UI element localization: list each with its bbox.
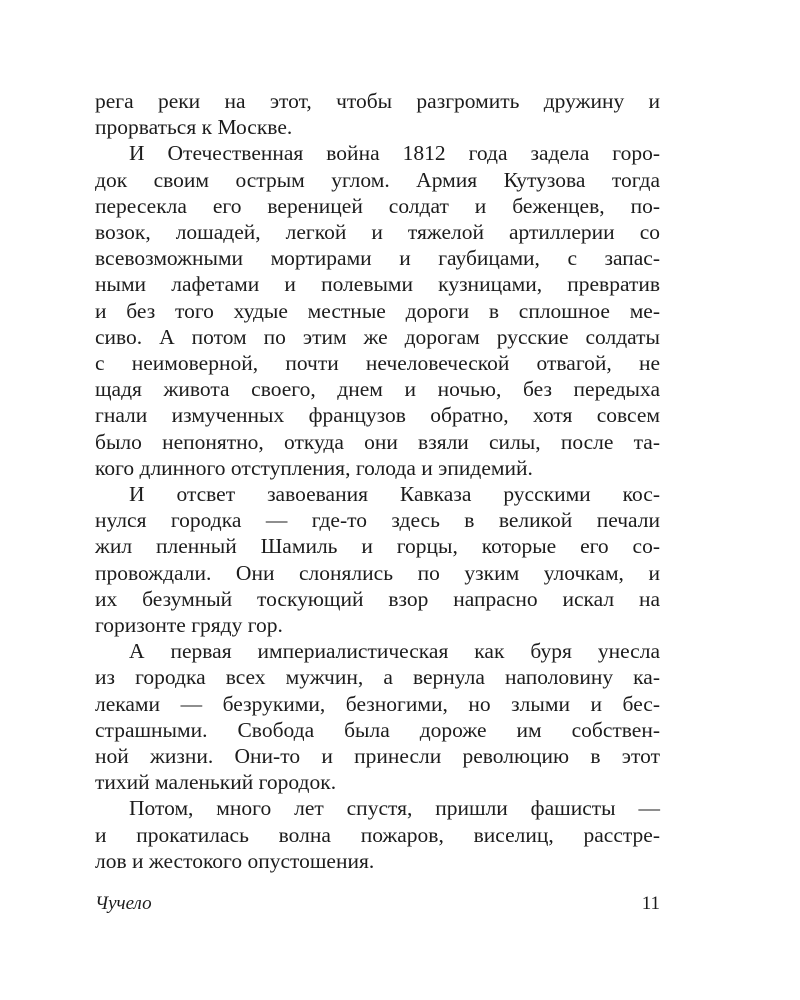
text-line: их безумный тоскующий взор напрасно искал на: [95, 586, 660, 611]
text-line: ной жизни. Они-то и принесли революцию в этот: [95, 744, 660, 769]
text-line: прорваться к Москве.: [95, 115, 293, 140]
text-line: леками — безрукими, безногими, но злыми и бес-: [95, 691, 660, 716]
text-line: было непонятно, откуда они взяли силы, после та-: [95, 429, 660, 454]
text-line: горизонте гряду гор.: [95, 613, 283, 638]
text-line: возок, лошадей, легкой и тяжелой артиллерии со: [95, 220, 660, 245]
text-line: с неимоверной, почти нечеловеческой отвагой, не: [95, 351, 660, 376]
text-line: нулся городка — где-то здесь в великой печали: [95, 508, 660, 533]
text-line: жил пленный Шамиль и горцы, которые его со-: [95, 534, 660, 559]
paragraph-first-line: И отсвет завоевания Кавказа русскими кос-: [129, 482, 660, 507]
body-text: [95, 88, 660, 874]
text-line: лов и жестокого опустошения.: [95, 848, 375, 873]
text-line: щадя живота своего, днем и ночью, без передыха: [95, 377, 660, 402]
text-line: и прокатилась волна пожаров, виселиц, расстре-: [95, 822, 660, 847]
text-line: всевозможными мортирами и гаубицами, с запас-: [95, 246, 660, 271]
text-line: сиво. А потом по этим же дорогам русские солдаты: [95, 324, 660, 349]
text-line: гнали измученных французов обратно, хотя совсем: [95, 403, 660, 428]
text-line: провождали. Они слонялись по узким улочкам, и: [95, 560, 660, 585]
text-line: рега реки на этот, чтобы разгромить дружину и: [95, 89, 660, 113]
text-line: и без того худые местные дороги в сплошное ме-: [95, 298, 660, 323]
paragraph-first-line: Потом, много лет спустя, пришли фашисты —: [129, 796, 660, 821]
text-line: док своим острым углом. Армия Кутузова тогда: [95, 167, 660, 192]
text-line: кого длинного отступления, голода и эпидемий.: [95, 455, 533, 480]
text-line: тихий маленький городок.: [95, 770, 337, 795]
text-line: страшными. Свобода была дороже им собствен-: [95, 717, 660, 742]
text-line: из городка всех мужчин, а вернула наполовину ка-: [95, 665, 660, 690]
page-number: 11: [641, 893, 660, 914]
text-line: пересекла его вереницей солдат и беженцев, по-: [95, 193, 660, 218]
paragraph-first-line: И Отечественная война 1812 года задела горо-: [129, 141, 660, 166]
text-line: ными лафетами и полевыми кузницами, превратив: [95, 272, 660, 297]
running-footer-title: Чучело: [95, 893, 152, 914]
paragraph-first-line: А первая империалистическая как буря унесла: [129, 639, 660, 664]
